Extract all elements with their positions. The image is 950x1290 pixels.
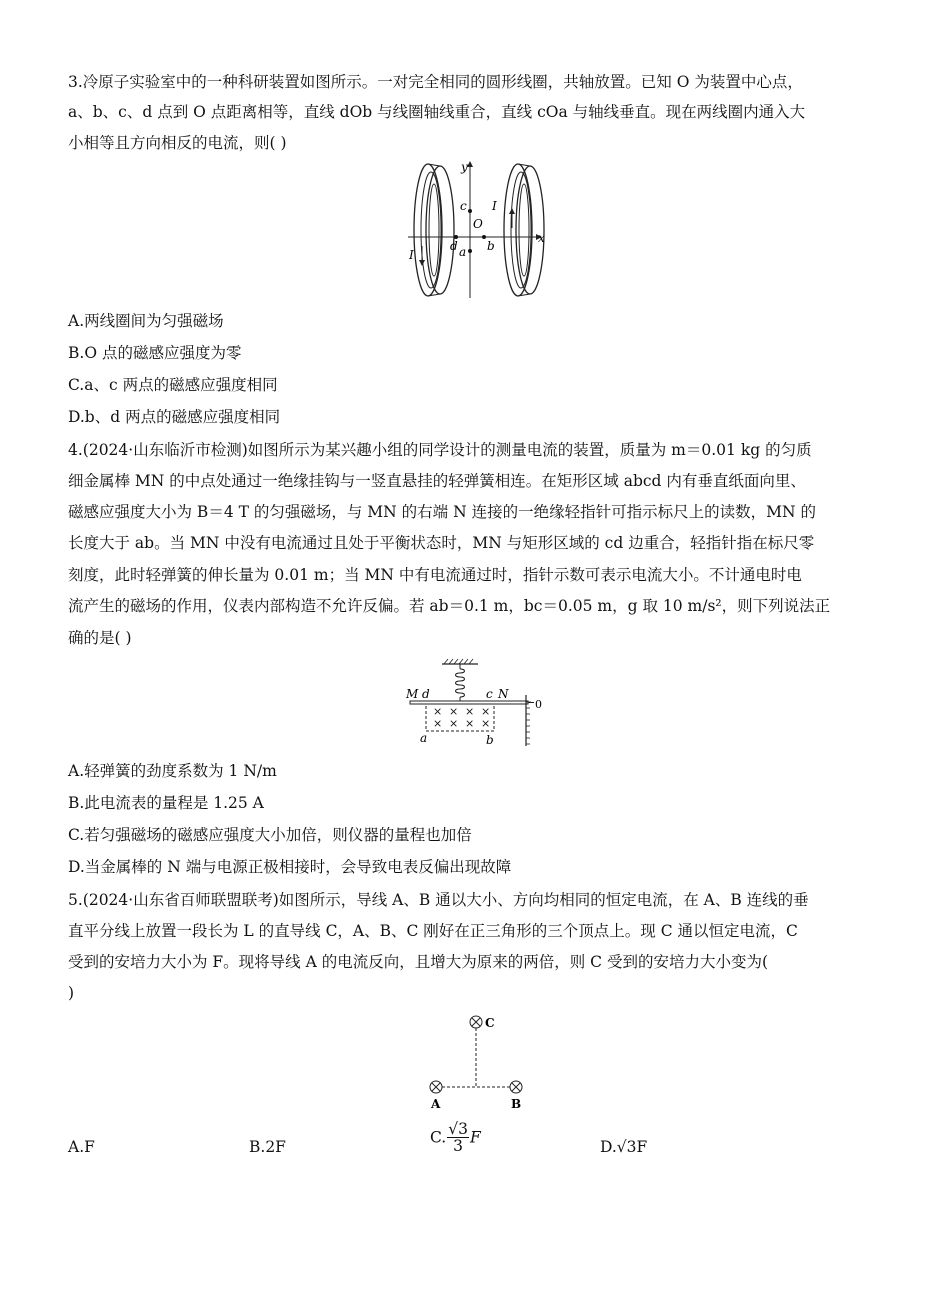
- label-C: C: [485, 1016, 495, 1030]
- label-x: x: [538, 231, 545, 245]
- q4-option-a[interactable]: A.轻弹簧的劲度系数为 1 N/m: [68, 762, 277, 780]
- magnetic-field-crosses: [433, 705, 490, 730]
- q5-option-c[interactable]: [430, 1121, 481, 1154]
- q5-option-c-numerator: √3: [448, 1120, 468, 1138]
- q5-option-d[interactable]: D.√3F: [600, 1138, 648, 1156]
- svg-text:×: ×: [433, 705, 443, 718]
- q5-option-b[interactable]: B.2F: [249, 1138, 286, 1156]
- left-coil-inner: [429, 184, 439, 276]
- label-c: c: [460, 199, 467, 213]
- label-A: A: [431, 1097, 441, 1111]
- point-a: [468, 249, 472, 253]
- q3-line-1: 3.冷原子实验室中的一种科研装置如图所示。一对完全相同的圆形线圈，共轴放置。已知 O 为装置中心点，: [68, 73, 803, 91]
- q5-option-c-denominator: 3: [453, 1137, 464, 1155]
- label-y: y: [461, 160, 468, 174]
- svg-text:×: ×: [481, 705, 491, 718]
- q4-ammeter-figure: [402, 658, 552, 750]
- q5-option-c-prefix: C.: [430, 1128, 447, 1147]
- q5-line-2: 直平分线上放置一段长为 L 的直导线 C，A、B、C 刚好在正三角形的三个顶点上。现 C 通以恒定电流，C: [68, 922, 798, 940]
- label-a: a: [420, 731, 428, 745]
- q5-line-3: 受到的安培力大小为 F。现将导线 A 的电流反向，且增大为原来的两倍，则 C 受到的安培力大小变为(: [68, 953, 768, 971]
- q5-line-1: 5.(2024·山东省百师联盟联考)如图所示，导线 A、B 通以大小、方向均相同的恒定电流，在 A、B 连线的垂: [68, 891, 809, 909]
- q4-line-5: 刻度，此时轻弹簧的伸长量为 0.01 m；当 MN 中有电流通过时，指针示数可表示电流大小。不计通电时电: [68, 566, 802, 584]
- label-d: d: [450, 239, 458, 253]
- svg-text:×: ×: [481, 717, 491, 730]
- label-O: O: [473, 217, 483, 231]
- left-coil-outer: [414, 164, 442, 296]
- q4-line-6: 流产生的磁场的作用，仪表内部构造不允许反偏。若 ab＝0.1 m，bc＝0.05 m，g 取 10 m/s²，则下列说法正: [68, 597, 831, 615]
- q3-line-3: 小相等且方向相反的电流，则( ): [68, 134, 287, 152]
- q4-line-7: 确的是( ): [68, 629, 132, 647]
- right-coil-inner: [519, 184, 529, 276]
- q3-option-d[interactable]: D.b、d 两点的磁感应强度相同: [68, 408, 281, 426]
- q5-wires-figure: [420, 1008, 540, 1118]
- svg-text:×: ×: [433, 717, 443, 730]
- q4-line-1: 4.(2024·山东临沂市检测)如图所示为某兴趣小组的同学设计的测量电流的装置，质量为 m＝0.01 kg 的匀质: [68, 441, 812, 459]
- q4-option-c[interactable]: C.若匀强磁场的磁感应强度大小加倍，则仪器的量程也加倍: [68, 826, 472, 844]
- label-zero: 0: [535, 698, 542, 711]
- wire-C-symbol: [470, 1016, 482, 1028]
- label-I-right: I: [492, 199, 497, 213]
- point-b: [482, 235, 486, 239]
- q3-option-a[interactable]: A.两线圈间为匀强磁场: [68, 312, 224, 330]
- right-current-arrow: [509, 208, 515, 214]
- label-M: M: [406, 687, 419, 701]
- point-c: [468, 209, 472, 213]
- q3-coil-figure: [400, 158, 560, 303]
- q5-option-c-suffix: F: [469, 1128, 481, 1147]
- q5-line-4: ): [68, 984, 75, 1002]
- q4-option-d[interactable]: D.当金属棒的 N 端与电源正极相接时，会导致电表反偏出现故障: [68, 858, 512, 876]
- q5-option-a[interactable]: A.F: [68, 1138, 95, 1156]
- q3-line-2: a、b、c、d 点到 O 点距离相等，直线 dOb 与线圈轴线重合，直线 cOa 与轴线垂直。现在两线圈内通入大: [68, 103, 806, 121]
- q4-option-b[interactable]: B.此电流表的量程是 1.25 A: [68, 794, 264, 812]
- svg-text:×: ×: [465, 705, 475, 718]
- svg-text:×: ×: [465, 717, 475, 730]
- label-a: a: [459, 245, 467, 259]
- q4-line-3: 磁感应强度大小为 B＝4 T 的匀强磁场，与 MN 的右端 N 连接的一绝缘轻指针可指示标尺上的读数，MN 的: [68, 503, 816, 521]
- wire-A-symbol: [430, 1081, 442, 1093]
- label-b: b: [486, 733, 494, 747]
- q4-line-2: 细金属棒 MN 的中点处通过一绝缘挂钩与一竖直悬挂的轻弹簧相连。在矩形区域 abcd 内有垂直纸面向里、: [68, 472, 806, 490]
- right-coil-mid: [511, 172, 531, 288]
- q3-option-b[interactable]: B.O 点的磁感应强度为零: [68, 344, 242, 362]
- svg-text:×: ×: [449, 717, 459, 730]
- spring: [456, 669, 465, 697]
- label-d: d: [422, 687, 430, 701]
- left-current-arrow: [419, 260, 425, 266]
- q3-option-c[interactable]: C.a、c 两点的磁感应强度相同: [68, 376, 278, 394]
- label-B: B: [511, 1097, 522, 1111]
- label-N: N: [498, 687, 509, 701]
- right-coil-outer: [504, 164, 532, 296]
- label-c: c: [486, 687, 493, 701]
- left-coil-mid: [421, 172, 441, 288]
- svg-text:×: ×: [449, 705, 459, 718]
- wire-B-symbol: [510, 1081, 522, 1093]
- q5-option-c-fraction: [447, 1121, 469, 1154]
- label-b: b: [487, 239, 495, 253]
- q4-line-4: 长度大于 ab。当 MN 中没有电流通过且处于平衡状态时，MN 与矩形区域的 cd 边重合，轻指针指在标尺零: [68, 534, 815, 552]
- label-I-left: I: [409, 248, 414, 262]
